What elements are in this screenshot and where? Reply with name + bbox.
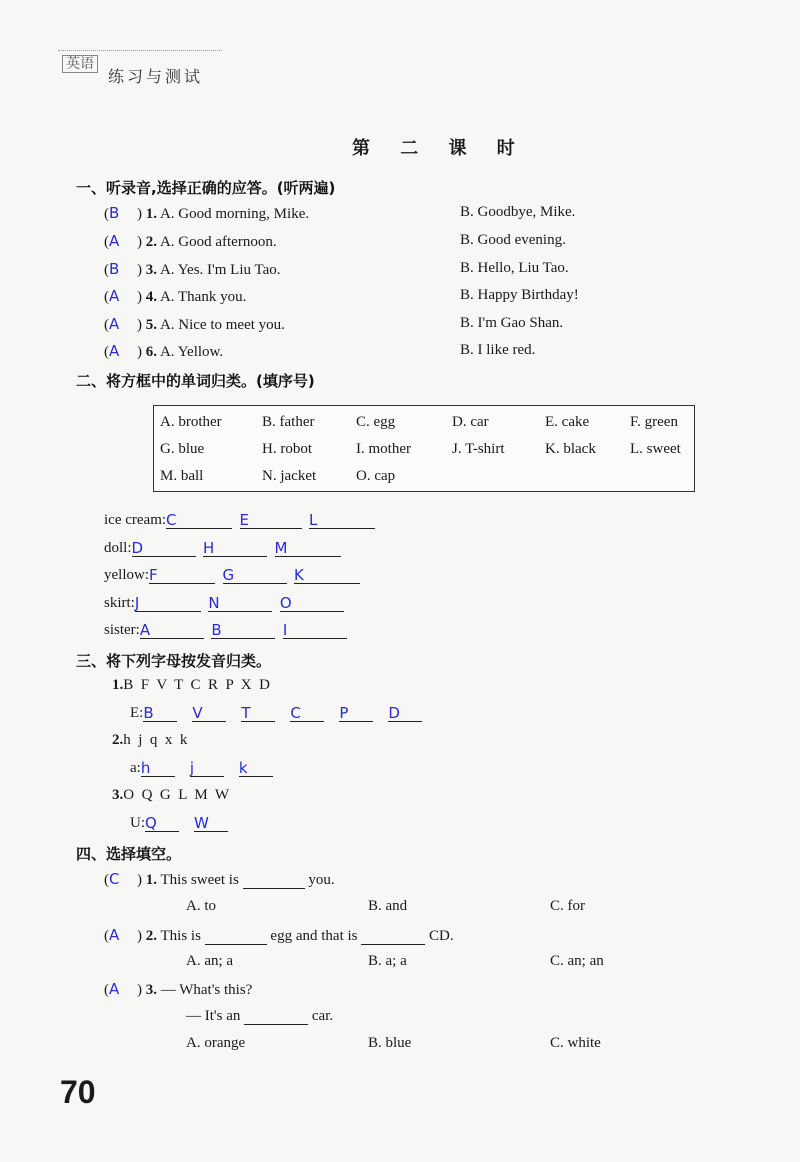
s4-q3-opt-a: A. orange	[186, 1035, 246, 1051]
section3-title: 三、将下列字母按发音归类。	[76, 652, 272, 670]
s4-q3-line2: — It's an car.	[186, 1008, 334, 1024]
word-item: O. cap	[356, 468, 396, 484]
classify-row: skirt:J N O	[104, 594, 344, 612]
word-item: M. ball	[160, 468, 204, 484]
word-item: F. green	[630, 414, 678, 430]
word-item: N. jacket	[262, 468, 317, 484]
word-item: B. father	[262, 414, 315, 430]
s4-q1-opt-c: C. for	[550, 898, 585, 914]
subject-tag: 英语	[62, 55, 98, 73]
s4-q3-opt-c: C. white	[550, 1035, 601, 1051]
letters-group-1: 1.B F V T C R P X D	[112, 677, 270, 693]
word-item: D. car	[452, 414, 489, 430]
word-item: A. brother	[160, 414, 222, 430]
word-item: H. robot	[262, 441, 312, 457]
s4-q3: (A ) 3. — What's this?	[104, 980, 253, 998]
s1-q5-option-b: B. I'm Gao Shan.	[460, 315, 564, 331]
s4-q2-opt-a: A. an; a	[186, 953, 234, 969]
letters-answer-2: a:h j k	[130, 759, 273, 777]
answer: A	[109, 980, 120, 998]
answer: A	[109, 342, 120, 360]
s1-q1-option-b: B. Goodbye, Mike.	[460, 204, 576, 220]
s4-q1-opt-a: A. to	[186, 898, 216, 914]
letters-answer-1: E:B V T C P D	[130, 704, 422, 722]
classify-row: doll:D H M	[104, 539, 341, 557]
answer: A	[109, 926, 120, 944]
answer: B	[109, 204, 120, 222]
s1-q6-option-b: B. I like red.	[460, 342, 536, 358]
word-item: E. cake	[545, 414, 590, 430]
s4-q3-opt-b: B. blue	[368, 1035, 412, 1051]
letters-group-2: 2.h j q x k	[112, 732, 188, 748]
s4-q2: (A ) 2. This is egg and that is CD.	[104, 926, 454, 944]
s4-q2-opt-c: C. an; an	[550, 953, 604, 969]
word-box	[153, 405, 695, 492]
section2-title: 二、将方框中的单词归类。(填序号)	[76, 372, 315, 390]
s4-q1-opt-b: B. and	[368, 898, 408, 914]
word-item: J. T-shirt	[452, 441, 505, 457]
s1-q5: (A ) 5. A. Nice to meet you.	[104, 315, 285, 333]
answer: A	[109, 232, 120, 250]
word-item: C. egg	[356, 414, 396, 430]
letters-answer-3: U:Q W	[130, 814, 228, 832]
s1-q6: (A ) 6. A. Yellow.	[104, 342, 224, 360]
section4-title: 四、选择填空。	[76, 845, 182, 863]
s4-q1: (C ) 1. This sweet is you.	[104, 870, 335, 888]
classify-row: yellow:F G K	[104, 566, 360, 584]
answer: C	[109, 870, 120, 888]
s1-q2-option-b: B. Good evening.	[460, 232, 566, 248]
answer: B	[109, 260, 120, 278]
section1-title: 一、听录音,选择正确的应答。(听两遍)	[76, 179, 336, 197]
letters-group-3: 3.O Q G L M W	[112, 787, 230, 803]
classify-row: sister:A B I	[104, 621, 347, 639]
book-title: 练习与测试	[108, 67, 204, 86]
answer: A	[109, 315, 120, 333]
answer: A	[109, 287, 120, 305]
word-item: G. blue	[160, 441, 205, 457]
page-number: 70	[60, 1074, 96, 1110]
s4-q2-opt-b: B. a; a	[368, 953, 407, 969]
word-item: I. mother	[356, 441, 411, 457]
s1-q4-option-b: B. Happy Birthday!	[460, 287, 579, 303]
s1-q2: (A ) 2. A. Good afternoon.	[104, 232, 277, 250]
s1-q1: (B ) 1. A. Good morning, Mike.	[104, 204, 310, 222]
s1-q4: (A ) 4. A. Thank you.	[104, 287, 247, 305]
lesson-title: 第 二 课 时	[352, 138, 527, 159]
s1-q3-option-b: B. Hello, Liu Tao.	[460, 260, 569, 276]
header-rule	[58, 50, 222, 51]
word-item: L. sweet	[630, 441, 681, 457]
classify-row: ice cream:C E L	[104, 511, 375, 529]
s1-q3: (B ) 3. A. Yes. I'm Liu Tao.	[104, 260, 281, 278]
word-item: K. black	[545, 441, 596, 457]
